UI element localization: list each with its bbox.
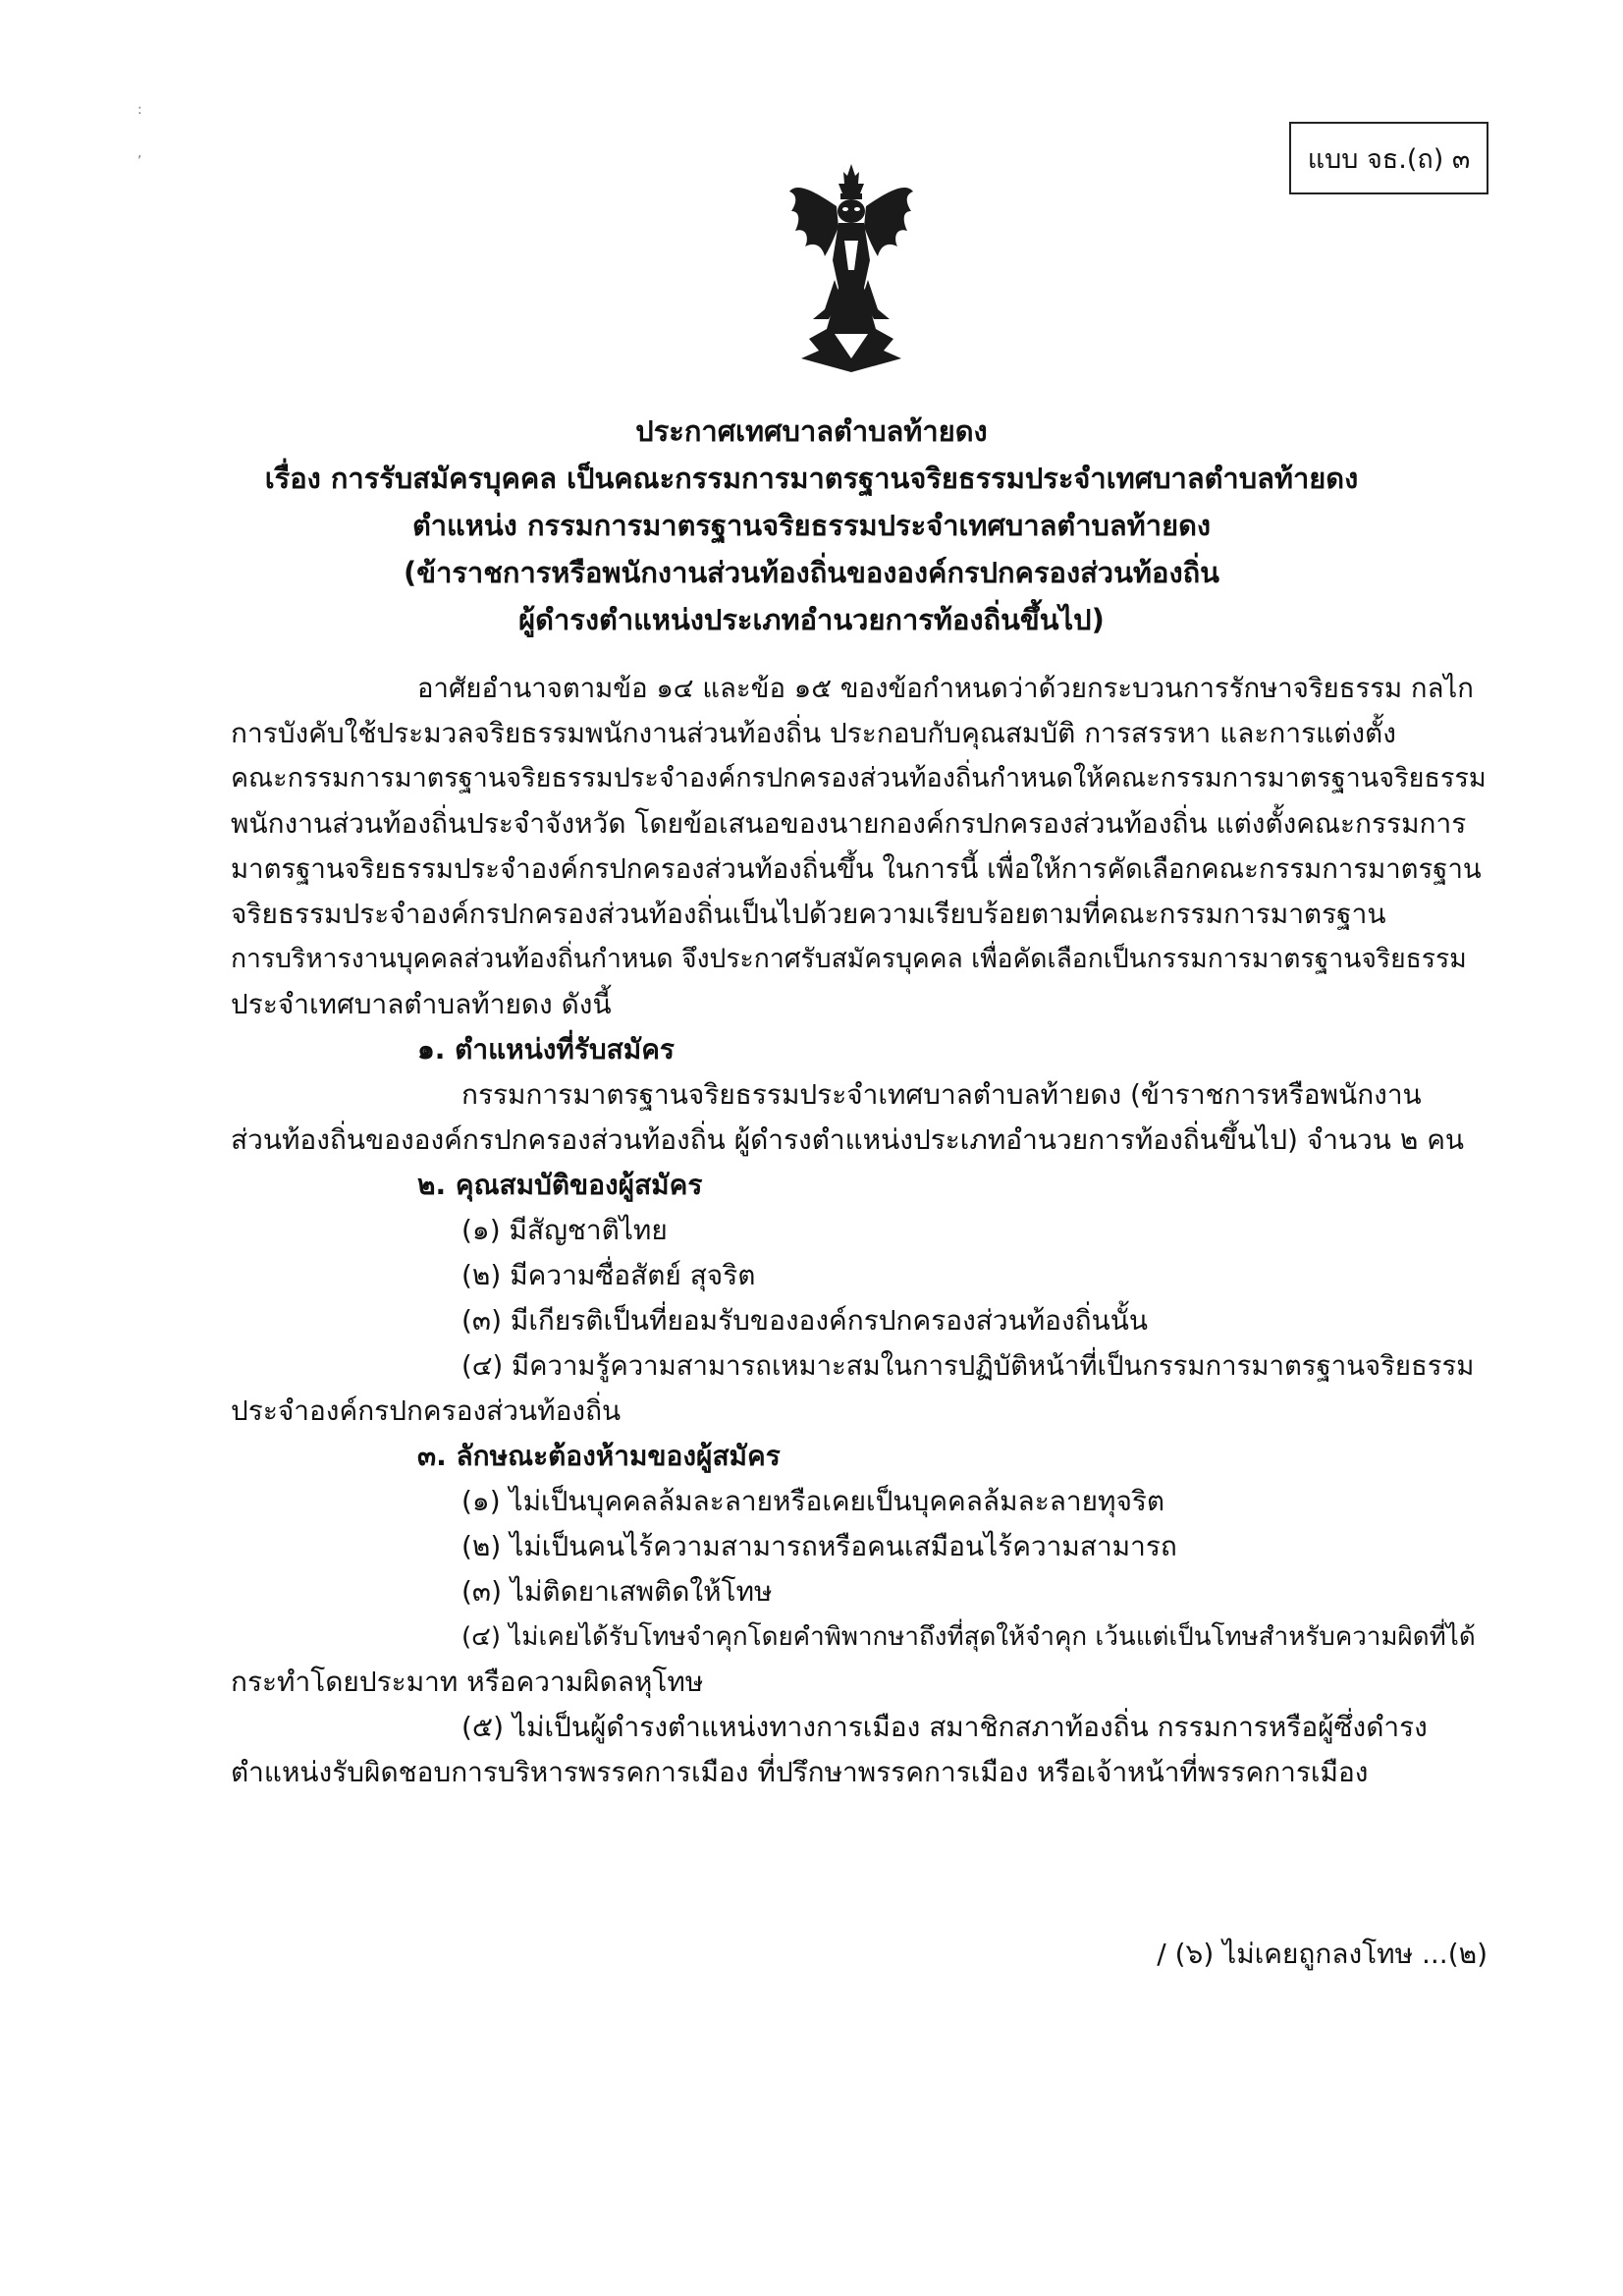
announcement-title: ประกาศเทศบาลตำบลท้ายดง bbox=[635, 414, 988, 448]
intro-line: การบริหารงานบุคคลส่วนท้องถิ่นกำหนด จึงประกาศรับสมัครบุคคล เพื่อคัดเลือกเป็นกรรมการมาตรฐานจริยธรรม bbox=[231, 944, 1467, 974]
section3-item: (๔) ไม่เคยได้รับโทษจำคุกโดยคำพิพากษาถึงที่สุดให้จำคุก เว้นแต่เป็นโทษสำหรับความผิดที่ได้ bbox=[461, 1622, 1476, 1652]
announcement-body bbox=[231, 666, 1488, 1795]
section2-item: (๓) มีเกียรติเป็นที่ยอมรับขององค์กรปกครองส่วนท้องถิ่นนั้น bbox=[461, 1304, 1149, 1337]
section1-heading: ๑. ตำแหน่งที่รับสมัคร bbox=[417, 1033, 675, 1066]
section2-item-continued: ประจำองค์กรปกครองส่วนท้องถิ่น bbox=[231, 1394, 622, 1427]
announcement-note-line1: (ข้าราชการหรือพนักงานส่วนท้องถิ่นขององค์กรปกครองส่วนท้องถิ่น bbox=[403, 556, 1219, 589]
section2-item: (๒) มีความซื่อสัตย์ สุจริต bbox=[461, 1259, 756, 1291]
page-continuation-note: / (๖) ไม่เคยถูกลงโทษ ...(๒) bbox=[1157, 1938, 1488, 1970]
section3-item: (๒) ไม่เป็นคนไร้ความสามารถหรือคนเสมือนไร้ความสามารถ bbox=[461, 1530, 1177, 1562]
garuda-emblem-icon bbox=[785, 162, 918, 373]
intro-line: ประจำเทศบาลตำบลท้ายดง ดังนี้ bbox=[231, 988, 612, 1020]
intro-line: มาตรฐานจริยธรรมประจำองค์กรปกครองส่วนท้องถิ่นขึ้น ในการนี้ เพื่อให้การคัดเลือกคณะกรรมการมาตรฐาน bbox=[231, 853, 1482, 885]
intro-line: คณะกรรมการมาตรฐานจริยธรรมประจำองค์กรปกครองส่วนท้องถิ่นกำหนดให้คณะกรรมการมาตรฐานจริยธรรม bbox=[231, 763, 1487, 793]
intro-line: พนักงานส่วนท้องถิ่นประจำจังหวัด โดยข้อเสนอของนายกองค์กรปกครองส่วนท้องถิ่น แต่งตั้งคณะกรรมการ bbox=[231, 807, 1467, 840]
section3-item-continued: กระทำโดยประมาท หรือความผิดลหุโทษ bbox=[231, 1666, 704, 1698]
section2-item: (๔) มีความรู้ความสามารถเหมาะสมในการปฏิบัติหน้าที่เป็นกรรมการมาตรฐานจริยธรรม bbox=[461, 1350, 1475, 1382]
section1-line: กรรมการมาตรฐานจริยธรรมประจำเทศบาลตำบลท้ายดง (ข้าราชการหรือพนักงาน bbox=[461, 1078, 1422, 1111]
announcement-heading bbox=[196, 408, 1427, 643]
section3-item: (๓) ไม่ติดยาเสพติดให้โทษ bbox=[461, 1575, 773, 1608]
intro-line: อาศัยอำนาจตามข้อ ๑๔ และข้อ ๑๕ ของข้อกำหนดว่าด้วยกระบวนการรักษาจริยธรรม กลไก bbox=[417, 673, 1474, 704]
announcement-subject: เรื่อง การรับสมัครบุคคล เป็นคณะกรรมการมาตรฐานจริยธรรมประจำเทศบาลตำบลท้ายดง bbox=[264, 462, 1359, 495]
section3-item: (๑) ไม่เป็นบุคคลล้มละลายหรือเคยเป็นบุคคลล้มละลายทุจริต bbox=[461, 1485, 1165, 1517]
intro-line: จริยธรรมประจำองค์กรปกครองส่วนท้องถิ่นเป็นไปด้วยความเรียบร้อยตามที่คณะกรรมการมาตรฐาน bbox=[231, 898, 1386, 930]
section1-line: ส่วนท้องถิ่นขององค์กรปกครองส่วนท้องถิ่น ผู้ดำรงตำแหน่งประเภทอำนวยการท้องถิ่นขึ้นไป) จำนวน ๒ คน bbox=[231, 1123, 1465, 1156]
section2-item: (๑) มีสัญชาติไทย bbox=[461, 1214, 668, 1246]
form-code-box: แบบ จธ.(ถ) ๓ bbox=[1289, 122, 1488, 194]
section3-item: (๕) ไม่เป็นผู้ดำรงตำแหน่งทางการเมือง สมาชิกสภาท้องถิ่น กรรมการหรือผู้ซึ่งดำรง bbox=[461, 1711, 1428, 1743]
announcement-position: ตำแหน่ง กรรมการมาตรฐานจริยธรรมประจำเทศบาลตำบลท้ายดง bbox=[411, 509, 1212, 542]
scan-specks: : , bbox=[137, 102, 142, 161]
intro-line: การบังคับใช้ประมวลจริยธรรมพนักงานส่วนท้องถิ่น ประกอบกับคุณสมบัติ การสรรหา และการแต่งตั้ง bbox=[231, 717, 1396, 749]
section3-heading: ๓. ลักษณะต้องห้ามของผู้สมัคร bbox=[417, 1440, 781, 1472]
section3-item-continued: ตำแหน่งรับผิดชอบการบริหารพรรคการเมือง ที่ปรึกษาพรรคการเมือง หรือเจ้าหน้าที่พรรคการเมือง bbox=[231, 1756, 1369, 1788]
announcement-note-line2: ผู้ดำรงตำแหน่งประเภทอำนวยการท้องถิ่นขึ้นไป) bbox=[518, 603, 1105, 636]
section2-heading: ๒. คุณสมบัติของผู้สมัคร bbox=[417, 1169, 703, 1201]
